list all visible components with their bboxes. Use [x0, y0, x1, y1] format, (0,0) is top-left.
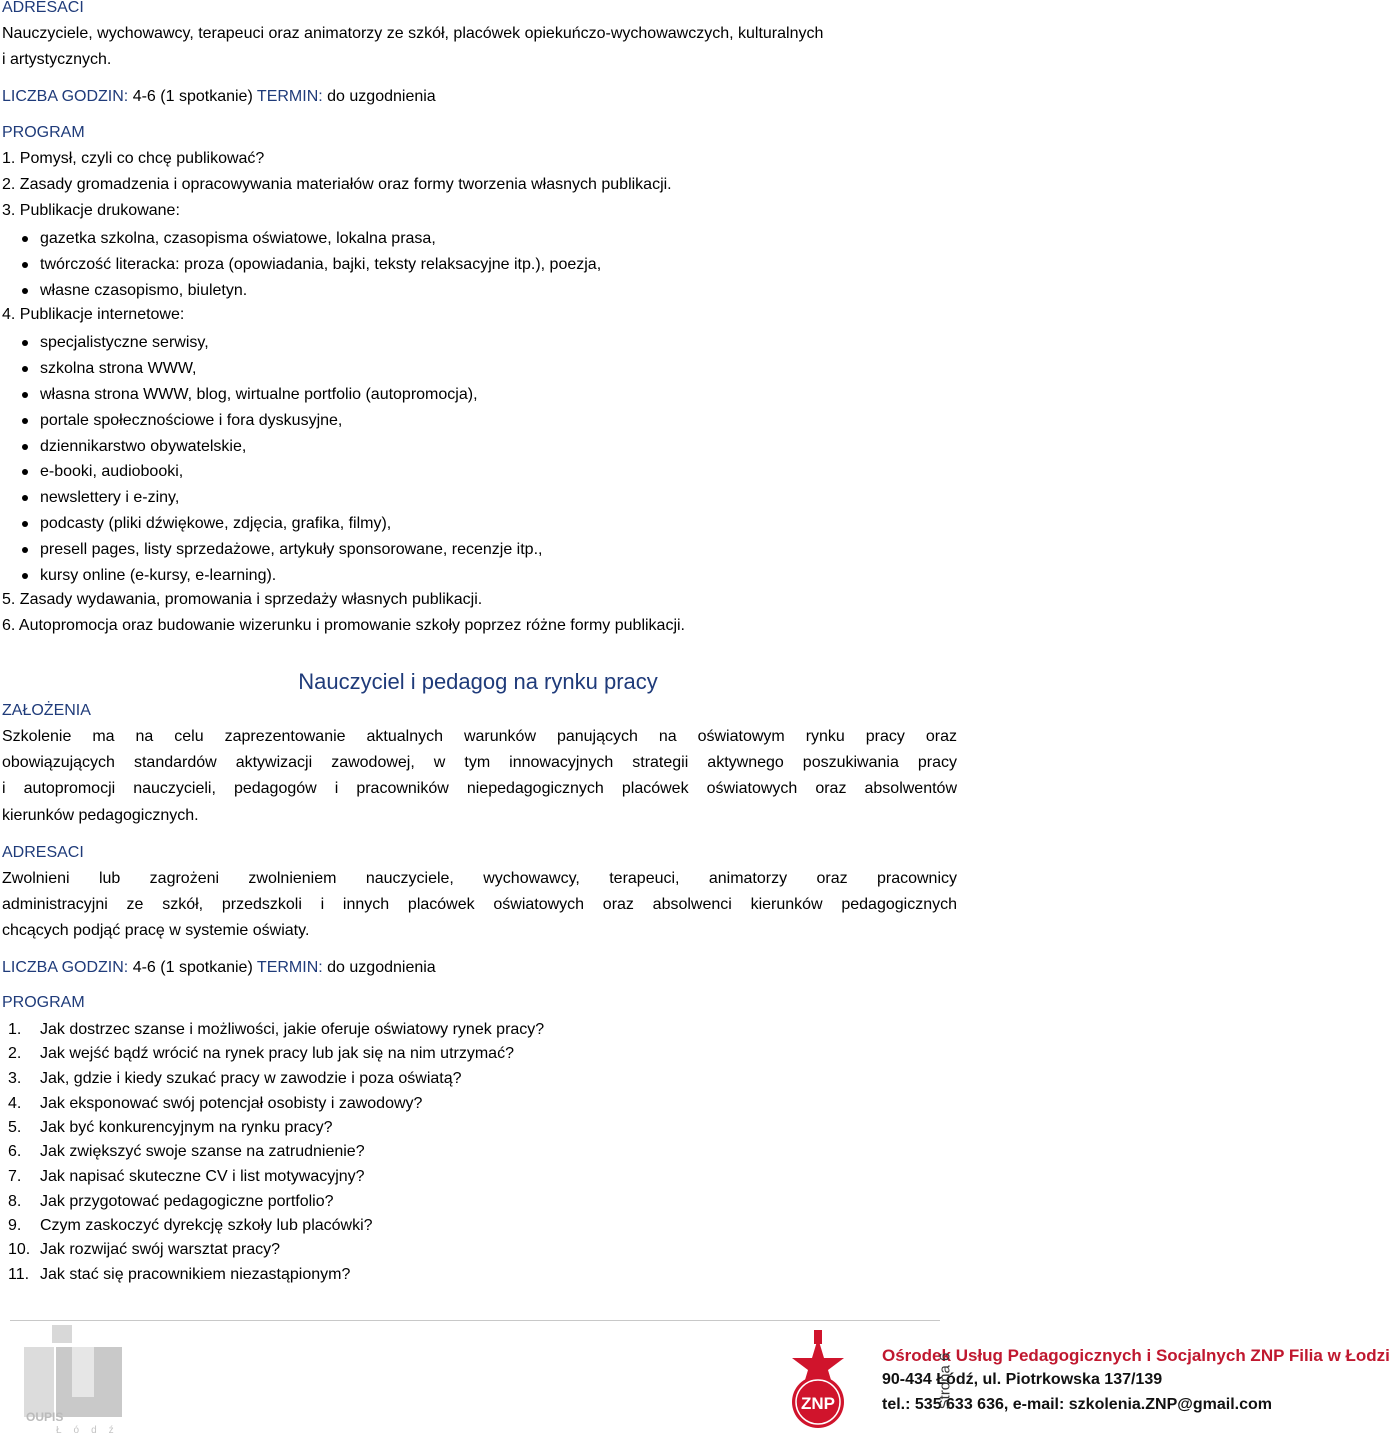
- footer-contact: tel.: 535 633 636, e-mail: szkolenia.ZNP@gmail.com: [882, 1396, 1272, 1413]
- program-point-1: 1. Pomysł, czyli co chcę publikować?: [2, 150, 265, 167]
- list-item: podcasty (pliki dźwiękowe, zdjęcia, grafika, filmy),: [40, 515, 392, 532]
- bullet-icon: [22, 573, 28, 579]
- list-item: Jak przygotować pedagogiczne portfolio?: [40, 1193, 334, 1210]
- paragraph-line: kierunków pedagogicznych.: [2, 807, 199, 824]
- program-point-3: 3. Publikacje drukowane:: [2, 202, 180, 219]
- zalozenia-heading: ZAŁOŻENIA: [2, 702, 91, 719]
- bullet-icon: [22, 288, 28, 294]
- hours-label: LICZBA GODZIN:: [2, 88, 129, 105]
- paragraph-line: Zwolnieni lub zagrożeni zwolnieniem nauczyciele, wychowawcy, terapeuci, animatorzy oraz pracownicy: [2, 870, 957, 887]
- list-number: 9.: [8, 1217, 22, 1234]
- bullet-icon: [22, 366, 28, 372]
- program-point-6: 6. Autopromocja oraz budowanie wizerunku i promowanie szkoły poprzez różne formy publikacji.: [2, 617, 685, 634]
- term-label: TERMIN:: [256, 88, 323, 105]
- hours-value: 4-6 (1 spotkanie): [132, 88, 253, 105]
- list-item: Jak, gdzie i kiedy szukać pracy w zawodzie i poza oświatą?: [40, 1070, 462, 1087]
- hours-term-line: [2, 87, 436, 107]
- list-item: Jak rozwijać swój warsztat pracy?: [40, 1241, 281, 1258]
- list-item: własne czasopismo, biuletyn.: [40, 282, 248, 299]
- footer-address: 90-434 Łódź, ul. Piotrkowska 137/139: [882, 1371, 1163, 1388]
- list-item: Czym zaskoczyć dyrekcję szkoły lub placówki?: [40, 1217, 373, 1234]
- program-heading-2: PROGRAM: [2, 994, 85, 1011]
- list-number: 1.: [8, 1021, 22, 1038]
- list-number: 4.: [8, 1095, 22, 1112]
- list-item: dziennikarstwo obywatelskie,: [40, 438, 247, 455]
- list-number: 3.: [8, 1070, 22, 1087]
- hours-label: LICZBA GODZIN:: [2, 959, 129, 976]
- znp-logo: [778, 1330, 858, 1436]
- term-value: do uzgodnienia: [327, 959, 436, 976]
- znp-logo-text: ZNP: [801, 1394, 835, 1413]
- list-item: własna strona WWW, blog, wirtualne portfolio (autopromocja),: [40, 386, 478, 403]
- section-title: Nauczyciel i pedagog na rynku pracy: [298, 669, 658, 694]
- list-number: 7.: [8, 1168, 22, 1185]
- list-item: Jak zwiększyć swoje szanse na zatrudnienie?: [40, 1143, 365, 1160]
- list-item: szkolna strona WWW,: [40, 360, 197, 377]
- bullet-icon: [22, 521, 28, 527]
- list-item: specjalistyczne serwisy,: [40, 334, 209, 351]
- list-item: Jak wejść bądź wrócić na rynek pracy lub jak się na nim utrzymać?: [40, 1045, 514, 1062]
- program-point-2: 2. Zasady gromadzenia i opracowywania materiałów oraz formy tworzenia własnych publikacji.: [2, 176, 672, 193]
- footer-divider: [10, 1320, 940, 1321]
- list-item: portale społecznościowe i fora dyskusyjne,: [40, 412, 343, 429]
- oupis-logo-subtext: Łódź: [56, 1425, 126, 1436]
- paragraph-line: i autopromocji nauczycieli, pedagogów i pracowników niepedagogicznych placówek oświatowych oraz absolwentów: [2, 780, 957, 797]
- list-item: newslettery i e-ziny,: [40, 489, 180, 506]
- paragraph-line: chcących podjąć pracę w systemie oświaty.: [2, 922, 310, 939]
- oupis-logo: [20, 1323, 130, 1435]
- list-item: Jak stać się pracownikiem niezastąpionym?: [40, 1266, 351, 1283]
- bullet-icon: [22, 547, 28, 553]
- list-number: 2.: [8, 1045, 22, 1062]
- program-heading: PROGRAM: [2, 124, 85, 141]
- list-number: 10.: [8, 1241, 31, 1258]
- bullet-icon: [22, 236, 28, 242]
- program-point-4: 4. Publikacje internetowe:: [2, 306, 185, 323]
- paragraph-line: administracyjni ze szkół, przedszkoli i innych placówek oświatowych oraz absolwenci kierunków pedagogicznych: [2, 896, 957, 913]
- list-item: e-booki, audiobooki,: [40, 463, 184, 480]
- paragraph-line: obowiązujących standardów aktywizacji zawodowej, w tym innowacyjnych strategii aktywnego poszukiwania pracy: [2, 754, 957, 771]
- list-number: 6.: [8, 1143, 22, 1160]
- bullet-icon: [22, 392, 28, 398]
- bullet-icon: [22, 262, 28, 268]
- list-item: Jak napisać skuteczne CV i list motywacyjny?: [40, 1168, 365, 1185]
- hours-value: 4-6 (1 spotkanie): [132, 959, 253, 976]
- adresaci-heading: ADRESACI: [2, 0, 84, 16]
- list-item: gazetka szkolna, czasopisma oświatowe, lokalna prasa,: [40, 230, 436, 247]
- list-number: 11.: [8, 1266, 30, 1283]
- list-item: twórczość literacka: proza (opowiadania, bajki, teksty relaksacyjne itp.), poezja,: [40, 256, 602, 273]
- list-item: Jak być konkurencyjnym na rynku pracy?: [40, 1119, 333, 1136]
- page-number: Strona 6: [936, 1352, 954, 1410]
- list-item: Jak dostrzec szanse i możliwości, jakie oferuje oświatowy rynek pracy?: [40, 1021, 545, 1038]
- paragraph-line: Szkolenie ma na celu zaprezentowanie aktualnych warunków panujących na oświatowym rynku pracy oraz: [2, 728, 957, 745]
- oupis-logo-text: OUPIS: [26, 1410, 64, 1424]
- list-number: 5.: [8, 1119, 22, 1136]
- adresaci-text-line: Nauczyciele, wychowawcy, terapeuci oraz animatorzy ze szkół, placówek opiekuńczo-wychowawczych, kulturalnych: [2, 25, 824, 42]
- list-number: 8.: [8, 1193, 22, 1210]
- list-item: kursy online (e-kursy, e-learning).: [40, 567, 277, 584]
- list-item: presell pages, listy sprzedażowe, artykuły sponsorowane, recenzje itp.,: [40, 541, 543, 558]
- list-item: Jak eksponować swój potencjał osobisty i zawodowy?: [40, 1095, 423, 1112]
- bullet-icon: [22, 469, 28, 475]
- footer-org-name: Ośrodek Usług Pedagogicznych i Socjalnych ZNP Filia w Łodzi: [882, 1346, 1390, 1365]
- term-value: do uzgodnienia: [327, 88, 436, 105]
- program-point-5: 5. Zasady wydawania, promowania i sprzedaży własnych publikacji.: [2, 591, 483, 608]
- bullet-icon: [22, 418, 28, 424]
- bullet-icon: [22, 495, 28, 501]
- adresaci-text-line: i artystycznych.: [2, 51, 112, 68]
- term-label: TERMIN:: [256, 959, 323, 976]
- hours-term-line-2: [2, 958, 436, 978]
- bullet-icon: [22, 340, 28, 346]
- bullet-icon: [22, 444, 28, 450]
- adresaci-heading-2: ADRESACI: [2, 844, 84, 861]
